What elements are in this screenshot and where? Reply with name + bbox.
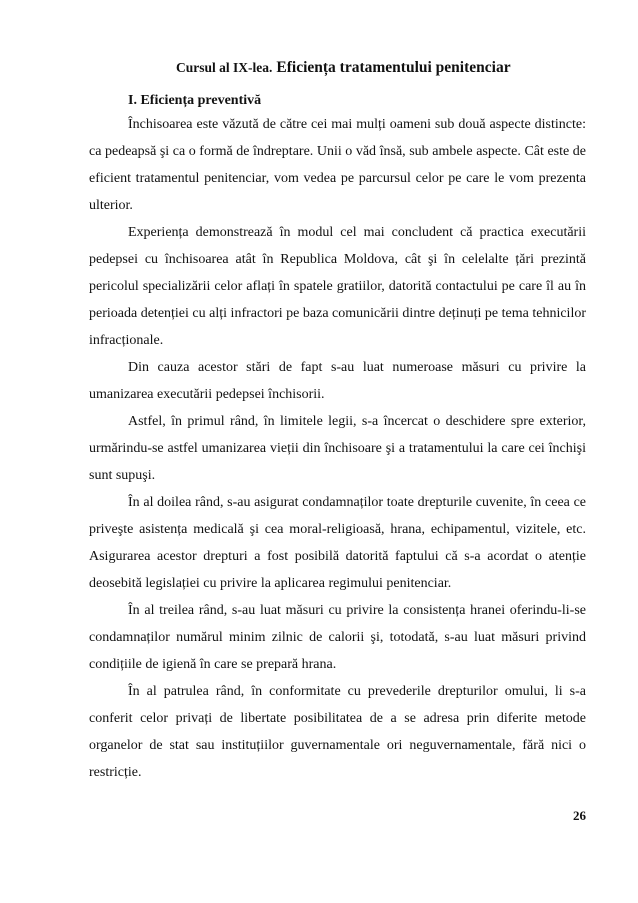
paragraph: În al patrulea rând, în conformitate cu prevederile drepturilor omului, li s-a conferit celor privați de libertate posibilitatea de a se adresa prin diferite metode organelor de stat sau instituțiilor guvernamentale ori neguvernamentale, fără nici o restricție. <box>89 684 586 780</box>
paragraph: În al doilea rând, s-au asigurat condamnaților toate drepturile cuvenite, în ceea ce priveşte asistența medicală şi cea moral-religioasă, hrana, echipamentul, vizitele, etc. Asigurarea acestor drepturi a fost posibilă datorită faptului că s-a acordat o atenție deosebită legislației cu privire la aplicarea regimului penitenciar. <box>89 495 586 591</box>
title-prefix: Cursul al IX-lea. <box>176 60 273 75</box>
title-main: Eficiența tratamentului penitenciar <box>276 59 511 76</box>
page-title <box>176 59 596 77</box>
paragraph: Astfel, în primul rând, în limitele legii, s-a încercat o deschidere spre exterior, urmărindu-se astfel umanizarea vieții din închisoare şi a tratamentului la care cei închişi sunt supuşi. <box>89 414 586 483</box>
paragraph: Experiența demonstrează în modul cel mai concludent că practica executării pedepsei cu închisoarea atât în Republica Moldova, cât şi în celelalte țări prezintă pericolul specializării celor aflați în spatele gratiilor, datorită contactului pe care îl au în perioada detenției cu alți infractori pe baza comunicării dintre deținuți pe tema tehnicilor infracționale. <box>89 225 586 348</box>
paragraph: Închisoarea este văzută de către cei mai mulți oameni sub două aspecte distincte: ca pedeapsă şi ca o formă de îndreptare. Unii o văd însă, sub ambele aspecte. Cât este de eficient tratamentul penitenciar, vom vedea pe parcursul celor pe care le vom prezenta ulterior. <box>89 117 586 213</box>
body-text <box>89 111 586 786</box>
paragraph: Din cauza acestor stări de fapt s-au luat numeroase măsuri cu privire la umanizarea executării pedepsei închisorii. <box>89 360 586 402</box>
section-heading: I. Eficiența preventivă <box>128 93 262 108</box>
page-number: 26 <box>573 808 586 823</box>
paragraph: În al treilea rând, s-au luat măsuri cu privire la consistența hranei oferindu-li-se condamnaților numărul minim zilnic de calorii şi, totodată, s-au luat măsuri privind condițiile de igienă în care se prepară hrana. <box>89 603 586 672</box>
